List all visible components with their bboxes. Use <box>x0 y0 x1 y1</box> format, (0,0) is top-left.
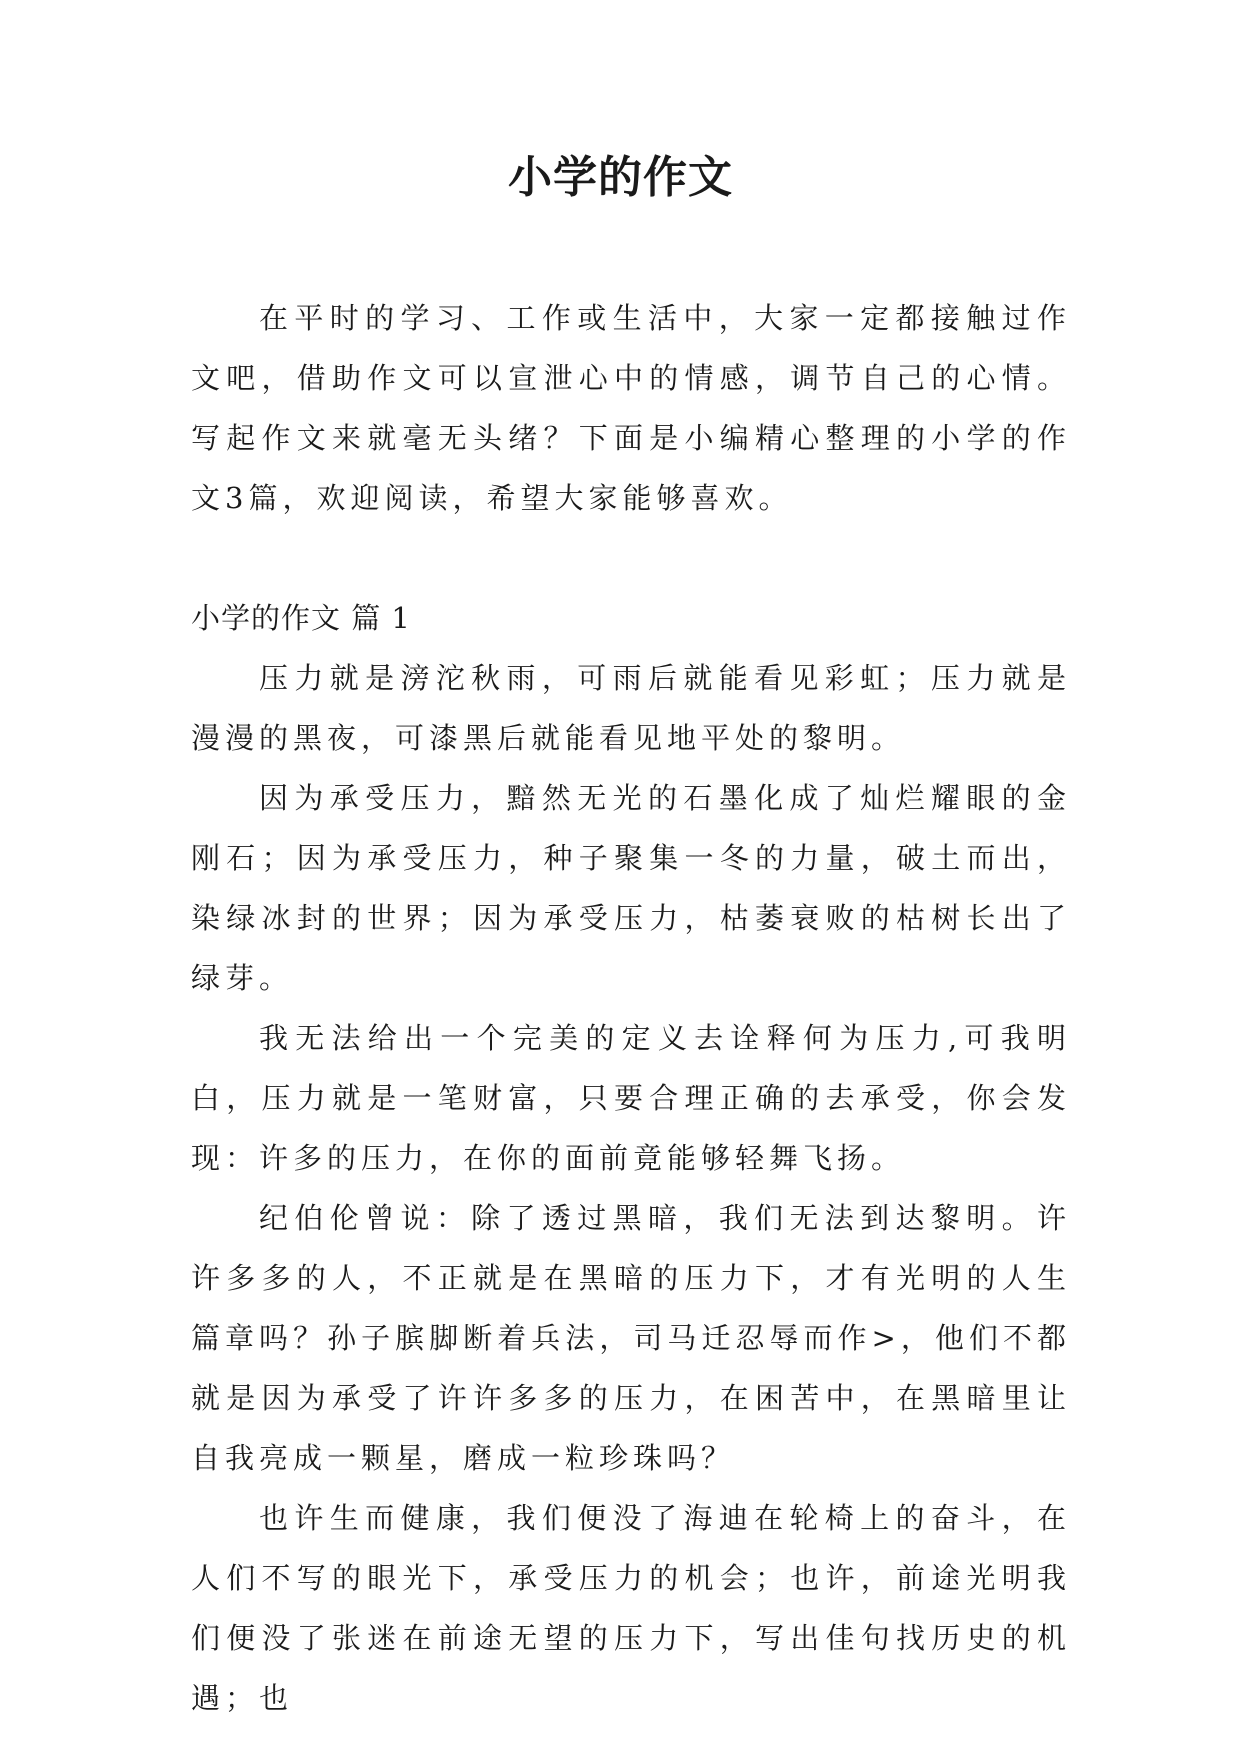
body-paragraph: 因为承受压力，黯然无光的石墨化成了灿烂耀眼的金刚石；因为承受压力，种子聚集一冬的力量，破土而出，染绿冰封的世界；因为承受压力，枯萎衰败的枯树长出了绿芽。 <box>191 781 1071 995</box>
body-paragraph: 也许生而健康，我们便没了海迪在轮椅上的奋斗，在人们不写的眼光下，承受压力的机会；也许，前途光明我们便没了张迷在前途无望的压力下，写出佳句找历史的机遇；也 <box>191 1501 1071 1715</box>
intro-paragraph: 在平时的学习、工作或生活中，大家一定都接触过作文吧，借助作文可以宣泄心中的情感，调节自己的心情。写起作文来就毫无头绪？下面是小编精心整理的小学的作文3篇，欢迎阅读，希望大家能够喜欢。 <box>191 301 1071 515</box>
body-paragraph: 压力就是滂沱秋雨，可雨后就能看见彩虹；压力就是漫漫的黑夜，可漆黑后就能看见地平处的黎明。 <box>191 661 1071 755</box>
page-title: 小学的作文 <box>508 152 733 203</box>
body-paragraph: 纪伯伦曾说：除了透过黑暗，我们无法到达黎明。许许多多的人，不正就是在黑暗的压力下，才有光明的人生篇章吗？孙子膑脚断着兵法，司马迁忍辱而作>，他们不都就是因为承受了许许多多的压力，在困苦中，在黑暗里让自我亮成一颗星，磨成一粒珍珠吗？ <box>191 1201 1071 1475</box>
section-heading: 小学的作文 篇 1 <box>191 601 411 635</box>
document-body <box>191 288 1071 1728</box>
body-paragraph: 我无法给出一个完美的定义去诠释何为压力,可我明白，压力就是一笔财富，只要合理正确的去承受，你会发现：许多的压力，在你的面前竟能够轻舞飞扬。 <box>191 1021 1071 1175</box>
